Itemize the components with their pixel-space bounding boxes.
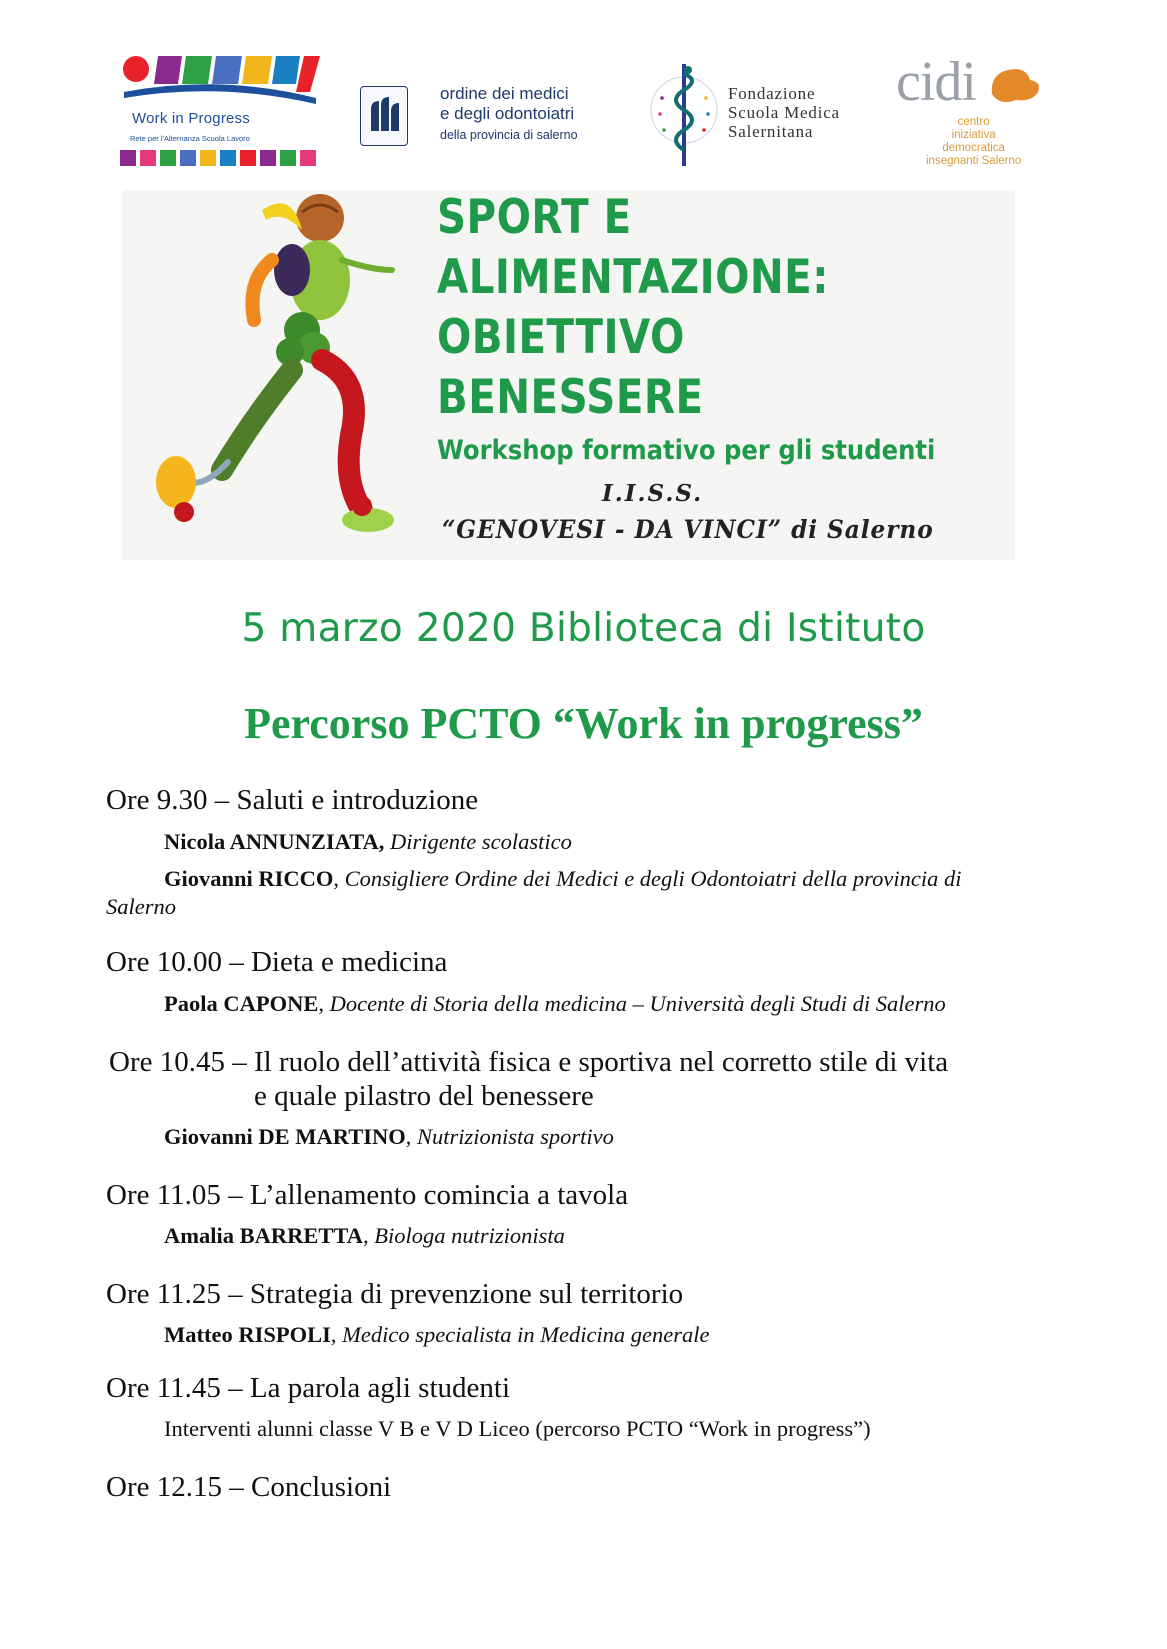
- omceo-emblem-icon: [360, 86, 408, 146]
- banner-school-name: “GENOVESI - DA VINCI” di Salerno: [442, 515, 934, 544]
- slot-1-speaker-1: [164, 829, 572, 855]
- event-date-location: 5 marzo 2020 Biblioteca di Istituto: [241, 606, 926, 651]
- banner-iiss: I.I.S.S.: [602, 480, 704, 507]
- banner-title-line-4: BENESSERE: [437, 370, 704, 425]
- slot-2-speaker-1: Paola CAPONE, Docente di Storia della medicina – Università degli Studi di Salerno: [164, 991, 946, 1016]
- fondazione-scuola-medica-logo: [648, 58, 888, 172]
- caduceus-seal-icon: [648, 58, 720, 172]
- slot-1-time: Ore 9.30 – Saluti e introduzione: [106, 784, 479, 816]
- speaker-role: Biologa nutrizionista: [374, 1223, 565, 1248]
- omceo-logo: [360, 84, 620, 154]
- vegetable-runner-illustration-icon: [142, 190, 422, 560]
- cidi-wordmark: cidi: [896, 51, 976, 113]
- omceo-line-2: e degli odontoiatri: [440, 104, 575, 123]
- slot-2-time: Ore 10.00 – Dieta e medicina: [106, 946, 448, 978]
- cidi-line-1: centro: [957, 116, 990, 128]
- cidi-line-4: insegnanti Salerno: [926, 155, 1022, 167]
- speaker-role-continued: Salerno: [106, 894, 176, 919]
- fondazione-line-3: Salernitana: [728, 122, 814, 141]
- speaker-name: Matteo RISPOLI: [164, 1322, 331, 1347]
- speaker-role: Docente di Storia della medicina – Università degli Studi di Salerno: [329, 991, 946, 1016]
- speaker-role: Nutrizionista sportivo: [417, 1124, 614, 1149]
- pcto-title: Percorso PCTO “Work in progress”: [244, 699, 923, 748]
- slot-3-time-continued: e quale pilastro del benessere: [254, 1080, 594, 1112]
- wip-logo-subtitle: Rete per l'Alternanza Scuola Lavoro: [130, 134, 250, 143]
- fondazione-line-2: Scuola Medica: [728, 103, 840, 122]
- speaker-name: Giovanni RICCO: [164, 866, 334, 891]
- slot-3-speaker-1: Giovanni DE MARTINO, Nutrizionista sportivo: [164, 1124, 614, 1149]
- banner-workshop-subtitle: Workshop formativo per gli studenti: [437, 435, 936, 466]
- work-in-progress-logo: [120, 52, 332, 178]
- omceo-line-3: della provincia di salerno: [440, 128, 578, 142]
- slot-7-time: Ore 12.15 – Conclusioni: [106, 1471, 392, 1503]
- slot-1-speaker-2: Giovanni RICCO, Consigliere Ordine dei Medici e degli Odontoiatri della provincia di: [164, 866, 962, 891]
- speaker-role: Medico specialista in Medicina generale: [342, 1322, 710, 1347]
- cidi-line-2: iniziativa: [951, 129, 996, 141]
- banner-title-line-2: ALIMENTAZIONE:: [437, 250, 829, 305]
- speaker-name: Giovanni DE MARTINO: [164, 1124, 406, 1149]
- omceo-line-1: ordine dei medici: [440, 84, 569, 103]
- fondazione-line-1: Fondazione: [728, 84, 816, 103]
- slot-5-speaker-1: Matteo RISPOLI, Medico specialista in Medicina generale: [164, 1322, 710, 1347]
- speaker-role: Consigliere Ordine dei Medici e degli Odontoiatri della provincia di: [344, 866, 962, 891]
- speaker-role: Dirigente scolastico: [390, 829, 572, 854]
- speaker-name: Paola CAPONE: [164, 991, 319, 1016]
- slot-4-time: Ore 11.05 – L’allenamento comincia a tavola: [106, 1179, 629, 1211]
- slot-6-time: Ore 11.45 – La parola agli studenti: [106, 1372, 511, 1404]
- event-banner: [122, 190, 1015, 560]
- slot-3-time: Ore 10.45 – Il ruolo dell’attività fisica e sportiva nel corretto stile di vita: [109, 1046, 949, 1078]
- banner-title-line-3: OBIETTIVO: [437, 310, 685, 365]
- cidi-logo: [896, 51, 1046, 176]
- cidi-shape-icon: [986, 64, 1044, 110]
- slot-6-note: Interventi alunni classe V B e V D Liceo (percorso PCTO “Work in progress”): [164, 1416, 871, 1441]
- speaker-name: Amalia BARRETTA: [164, 1223, 363, 1248]
- speaker-name: Nicola ANNUNZIATA,: [164, 829, 385, 854]
- banner-title-line-1: SPORT E: [437, 190, 632, 245]
- slot-1-speaker-2-role-cont: [106, 894, 176, 920]
- cidi-line-3: democratica: [942, 142, 1005, 154]
- slot-4-speaker-1: Amalia BARRETTA, Biologa nutrizionista: [164, 1223, 565, 1248]
- slot-5-time: Ore 11.25 – Strategia di prevenzione sul territorio: [106, 1278, 684, 1310]
- wip-logo-name: Work in Progress: [132, 110, 250, 127]
